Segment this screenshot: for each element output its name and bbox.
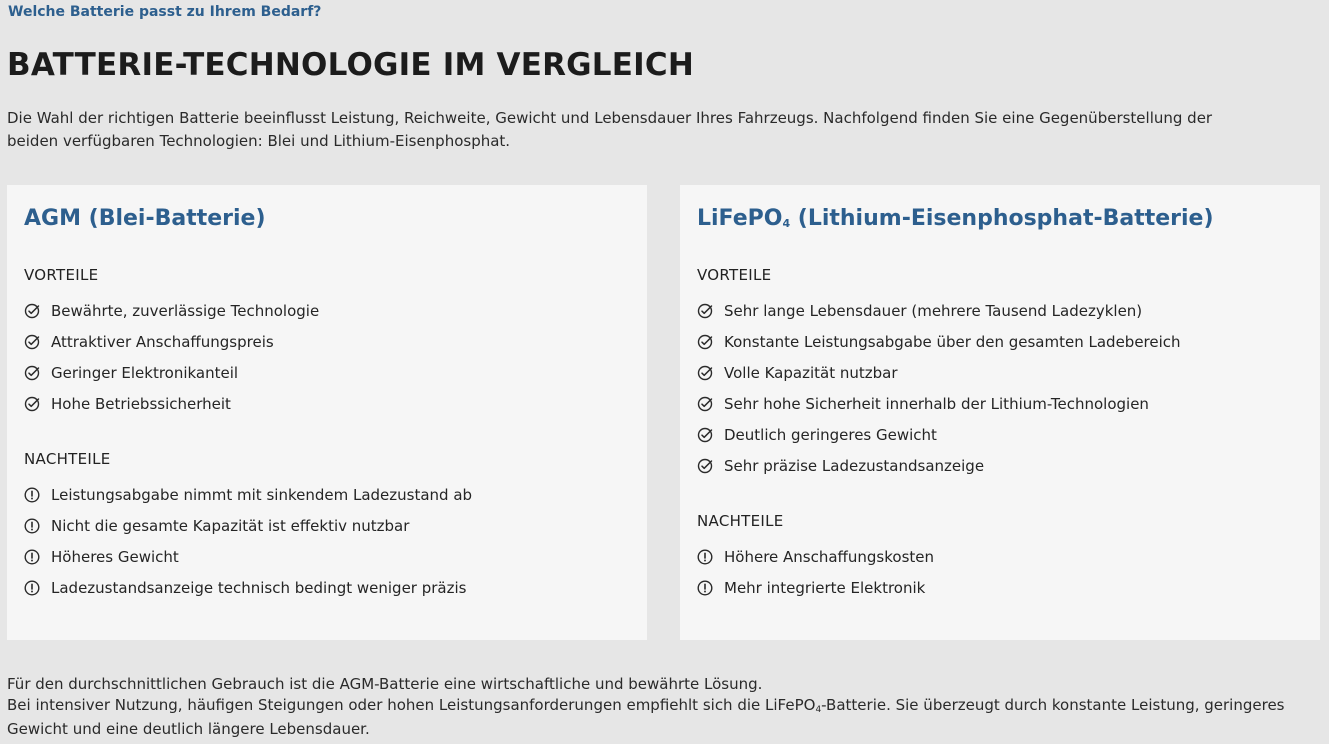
- check-circle-icon: [697, 303, 713, 319]
- eyebrow-heading: Welche Batterie passt zu Ihrem Bedarf?: [8, 4, 322, 20]
- agm-card-title: AGM (Blei-Batterie): [24, 206, 266, 231]
- list-item: [24, 572, 630, 603]
- check-circle-icon: [697, 365, 713, 381]
- check-circle-icon: [697, 396, 713, 412]
- list-item-text: Geringer Elektronikanteil: [51, 363, 239, 382]
- agm-pros-label: VORTEILE: [24, 266, 99, 284]
- lifepo4-title-rest: (Lithium-Eisenphosphat-Batterie): [790, 206, 1214, 231]
- alert-circle-icon: [24, 487, 40, 503]
- alert-circle-icon: [697, 549, 713, 565]
- list-item: [697, 572, 1303, 603]
- list-item-text: Nicht die gesamte Kapazität ist effektiv nutzbar: [51, 516, 410, 535]
- check-circle-icon: [24, 365, 40, 381]
- check-circle-icon: [24, 334, 40, 350]
- lifepo4-title-subscript: 4: [782, 217, 791, 230]
- lifepo4-card: [680, 185, 1320, 640]
- list-item: [24, 326, 630, 357]
- footer-line-2-subscript: 4: [815, 705, 822, 715]
- agm-card: [7, 185, 647, 640]
- footer-line-2: [7, 695, 1307, 740]
- footer-line-2-start: Bei intensiver Nutzung, häufigen Steigungen oder hohen Leistungsanforderungen empfiehlt sich die LiFePO: [7, 696, 816, 714]
- list-item-text: Konstante Leistungsabgabe über den gesamten Ladebereich: [724, 332, 1181, 351]
- list-item-text: Höheres Gewicht: [51, 547, 179, 566]
- lifepo4-card-title: [697, 204, 1214, 237]
- list-item-text: Ladezustandsanzeige technisch bedingt weniger präzis: [51, 578, 467, 597]
- list-item-text: Leistungsabgabe nimmt mit sinkendem Ladezustand ab: [51, 485, 473, 504]
- list-item-text: Mehr integrierte Elektronik: [724, 578, 926, 597]
- lifepo4-cons-list: [697, 541, 1303, 603]
- list-item-text: Sehr präzise Ladezustandsanzeige: [724, 456, 985, 475]
- alert-circle-icon: [24, 518, 40, 534]
- lifepo4-title-main: LiFePO: [697, 206, 783, 231]
- agm-cons-section: [24, 447, 630, 603]
- list-item: [697, 295, 1303, 326]
- lifepo4-pros-list: [697, 295, 1303, 481]
- list-item: [697, 388, 1303, 419]
- footer-line-2-end: -Batterie. Sie überzeugt durch konstante Leistung, geringeres Gewicht und eine deutlich längere Lebensdauer.: [7, 696, 1285, 738]
- list-item: [697, 326, 1303, 357]
- list-item-text: Volle Kapazität nutzbar: [724, 363, 898, 382]
- list-item-text: Bewährte, zuverlässige Technologie: [51, 301, 320, 320]
- alert-circle-icon: [24, 549, 40, 565]
- check-circle-icon: [24, 396, 40, 412]
- list-item: [24, 479, 630, 510]
- agm-cons-list: [24, 479, 630, 603]
- list-item: [697, 357, 1303, 388]
- footer-summary: [7, 674, 1307, 740]
- check-circle-icon: [697, 427, 713, 443]
- list-item-text: Sehr lange Lebensdauer (mehrere Tausend Ladezyklen): [724, 301, 1143, 320]
- lifepo4-pros-section: [697, 263, 1303, 481]
- list-item: [24, 357, 630, 388]
- agm-pros-section: [24, 263, 630, 419]
- lifepo4-pros-label: VORTEILE: [697, 266, 772, 284]
- check-circle-icon: [697, 334, 713, 350]
- list-item-text: Attraktiver Anschaffungspreis: [51, 332, 274, 351]
- list-item: [24, 295, 630, 326]
- list-item: [24, 388, 630, 419]
- footer-line-1: Für den durchschnittlichen Gebrauch ist die AGM-Batterie eine wirtschaftliche und bewährte Lösung.: [7, 675, 763, 693]
- list-item: [697, 541, 1303, 572]
- agm-cons-label: NACHTEILE: [24, 450, 111, 468]
- list-item: [24, 510, 630, 541]
- intro-text: Die Wahl der richtigen Batterie beeinflusst Leistung, Reichweite, Gewicht und Lebensdauer Ihres Fahrzeugs. Nachfolgend finden Sie eine Gegenüberstellung der beiden verfügbaren Technologien: Blei und Lithium-Eisenphosphat.: [7, 109, 1213, 150]
- lifepo4-cons-section: [697, 509, 1303, 603]
- list-item-text: Höhere Anschaffungskosten: [724, 547, 934, 566]
- list-item: [24, 541, 630, 572]
- agm-pros-list: [24, 295, 630, 419]
- check-circle-icon: [697, 458, 713, 474]
- list-item-text: Hohe Betriebssicherheit: [51, 394, 231, 413]
- alert-circle-icon: [24, 580, 40, 596]
- list-item: [697, 450, 1303, 481]
- list-item-text: Deutlich geringeres Gewicht: [724, 425, 937, 444]
- alert-circle-icon: [697, 580, 713, 596]
- list-item: [697, 419, 1303, 450]
- lifepo4-cons-label: NACHTEILE: [697, 512, 784, 530]
- list-item-text: Sehr hohe Sicherheit innerhalb der Lithium-Technologien: [724, 394, 1149, 413]
- page-title: BATTERIE-TECHNOLOGIE IM VERGLEICH: [7, 47, 694, 83]
- check-circle-icon: [24, 303, 40, 319]
